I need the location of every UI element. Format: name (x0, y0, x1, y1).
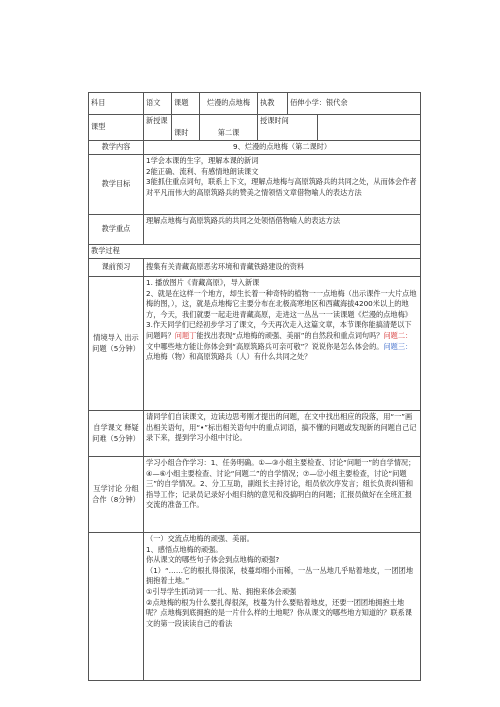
goals-list (144, 155, 421, 215)
goals-row (89, 155, 421, 215)
exchange-line: 你从课文的哪些句子体会到点地梅的顽强? (146, 555, 280, 565)
intro-text: 文中哪些地方能让你体会到“高原筑路兵可亲可敬”？说说你是怎么体会的。 (146, 341, 384, 351)
teacher-label: 执教 (258, 93, 288, 115)
keypoints-row (89, 215, 421, 245)
goal-item: 3能抓住重点词句，联系上下文，理解点地梅与高原筑路兵的共同之处，从而体会作者对平凡而伟大的高原筑路兵的赞美之情领悟文章借物喻人的表达方法 (146, 177, 417, 197)
type-label: 课型 (89, 115, 144, 141)
period-value: 第二课 (200, 115, 258, 141)
preview-label: 课前预习 (89, 259, 144, 277)
exchange-row (89, 533, 421, 681)
teacher-value: 佰伸小学：银代余 (288, 93, 421, 115)
exchange-line: （一）交流点地梅的顽强、美丽。 (146, 534, 254, 543)
type-value: 新授课 (144, 115, 172, 141)
exchange-content (144, 533, 421, 681)
header-row-1 (89, 93, 421, 115)
intro-text: 点地梅（物）和高原筑路兵（人）有什么共同之处？ (146, 352, 312, 362)
topic-value: 烂漫的点地梅 (200, 93, 258, 115)
group-row (89, 457, 421, 533)
content-label: 教学内容 (89, 141, 144, 155)
exchange-line: 1、感悟点地梅的顽强。 (146, 544, 223, 554)
question-one-label: 问题丁 (174, 330, 197, 340)
exchange-line: ①引导学生抓动词一一扎、贴、拥抱来体会顽强 (146, 586, 297, 596)
process-label: 教学过程 (89, 245, 421, 259)
goal-item: 2能正确、流利、有感情地朗读课文 (146, 166, 259, 176)
header-row-2 (89, 115, 421, 141)
question-three-label: 问题三： (383, 341, 413, 351)
intro-text: 能找出表现“点地梅的顽强、美丽”的自然段和重点词句吗？ (196, 330, 384, 340)
subject-value: 语文 (144, 93, 172, 115)
keypoints-label: 教学重点 (89, 215, 144, 245)
intro-content (144, 277, 421, 411)
exchange-line: ②点地梅的根为什么要扎得很深，枝蔓为什么要贴着地皮，还要一团团地拥抱土地呢？点地梅到底拥抱的是一片什么样的土地呢？你从课文的哪些地方知道的？联系课文的第一段读读自己的看法 (146, 597, 412, 628)
subject-label: 科目 (89, 93, 144, 115)
period-label: 课时 (172, 115, 200, 141)
content-row (89, 141, 421, 155)
keypoints-value: 理解点地梅与高原筑路兵的共同之处领悟借物喻人的表达方法 (144, 215, 421, 245)
lesson-plan-table (88, 92, 421, 681)
goal-item: 1学会本课的生字，理解本课的新词 (146, 156, 259, 165)
exchange-label (89, 533, 144, 681)
process-row (89, 245, 421, 259)
question-two-label: 问题二： (383, 330, 413, 340)
self-study-value: 请同学们自读课文，边读边思考刚才提出的问题，在文中找出相应的段落，用“一”画出相关语句，用“•”标出相关语句中的重点词语，搞不懂的问题或发现新的问题自己记录下来，提到学习小组中讨论。 (144, 411, 421, 457)
self-study-row (89, 411, 421, 457)
intro-label: 情境导入 出示问题（5分钟） (89, 277, 144, 411)
preview-row (89, 259, 421, 277)
group-value: 学习小组合作学习：1、任务明确。①—③小组主要检查、讨论“问题一”的自学情况；④—⑥小组主要检查、讨论“问题二”的自学情况；⑦—⑫小组主要检查，讨论“问题三”的自学情况。2、分工互助，副组长主持讨论，组员依次序发言；组长负责纠错和指导工作；记录员记录好小组归纳的意见和没搞明白的问题；汇报员做好在全班汇报交流的准备工作。 (144, 457, 421, 533)
self-study-label: 自学课文 释疑问难（5分钟） (89, 411, 144, 457)
intro-row (89, 277, 421, 411)
content-value: 9、烂漫的点地梅（第二课时） (144, 141, 421, 155)
group-label: 互学讨论 分组合作（8分钟） (89, 457, 144, 533)
goals-label: 教学目标 (89, 155, 144, 215)
time-value (318, 115, 421, 141)
intro-line: 1. 播放图片《青藏高原》，导入新课 (146, 278, 260, 287)
intro-questions (146, 320, 418, 362)
exchange-line: （1）“……它的根扎得很深，枝蔓却细小而稀，一丛一丛地几乎贴着地皮，一团团地拥抱着土地。” (146, 565, 414, 586)
topic-label: 课题 (172, 93, 200, 115)
time-label: 授课时间 (258, 115, 318, 141)
preview-value: 搜集有关青藏高原恶劣环境和青藏铁路建设的资料 (144, 259, 421, 277)
intro-line: 2、就是在这样一个地方，却生长着一种奇特的植物一一点地梅（出示课件一大片点地梅的图，），这，就是点地梅它主要分布在北极高寒地区和西藏海拔4200米以上的地方，今天，我们就要一起走进青藏高原，走进这一丛丛一一读课题《烂漫的点地梅》 (146, 288, 417, 319)
intro-text: 3.作天同学们已经初步学习了课文，今天再次走入这篇文章，本节课你能搞清楚以下问题吗？ (146, 320, 412, 340)
